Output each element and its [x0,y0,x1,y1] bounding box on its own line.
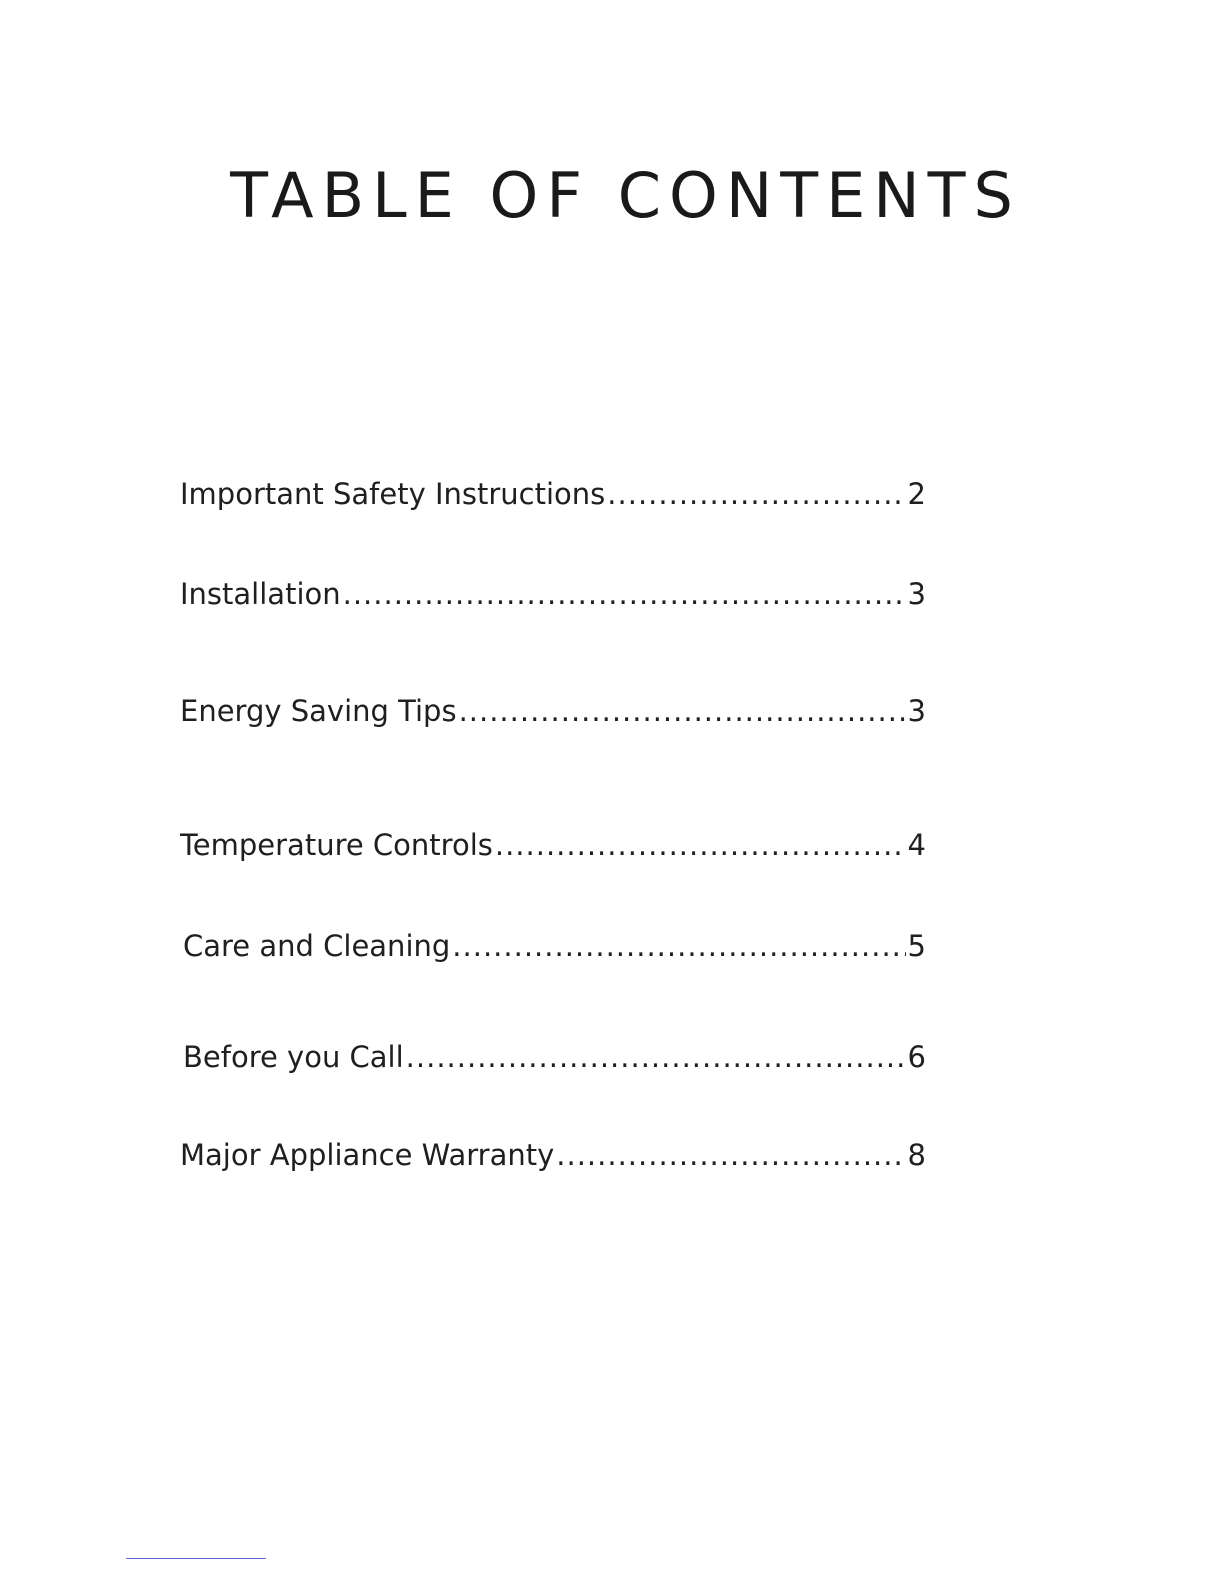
toc-page-number: 5 [907,929,926,963]
toc-entry-label: Temperature Controls [180,828,493,862]
footer-rule [126,1558,266,1559]
toc-entry-major-appliance-warranty[interactable] [180,1135,926,1175]
toc-entry-installation[interactable] [180,574,926,614]
toc-entry-care-and-cleaning[interactable] [183,926,926,966]
page-title: TABLE OF CONTENTS [230,159,1021,232]
dot-leader [607,474,905,514]
dot-leader [495,825,906,865]
dot-leader [406,1037,906,1077]
toc-entry-label: Before you Call [183,1040,404,1074]
toc-page-number: 2 [907,477,926,511]
toc-entry-label: Major Appliance Warranty [180,1138,555,1172]
toc-page-number: 3 [907,577,926,611]
toc-entry-label: Energy Saving Tips [180,694,457,728]
toc-entry-energy-saving-tips[interactable] [180,691,926,731]
toc-entry-label: Important Safety Instructions [180,477,606,511]
toc-entry-temperature-controls[interactable] [180,825,926,865]
toc-page-number: 3 [907,694,926,728]
dot-leader [459,691,906,731]
toc-page-number: 8 [907,1138,926,1172]
toc-entry-before-you-call[interactable] [183,1037,926,1077]
toc-entry-label: Installation [180,577,341,611]
toc-page-number: 6 [907,1040,926,1074]
toc-entry-important-safety-instructions[interactable] [180,474,926,514]
dot-leader [452,926,905,966]
dot-leader [556,1135,905,1175]
toc-entry-label: Care and Cleaning [183,929,451,963]
toc-page-number: 4 [907,828,926,862]
dot-leader [343,574,906,614]
